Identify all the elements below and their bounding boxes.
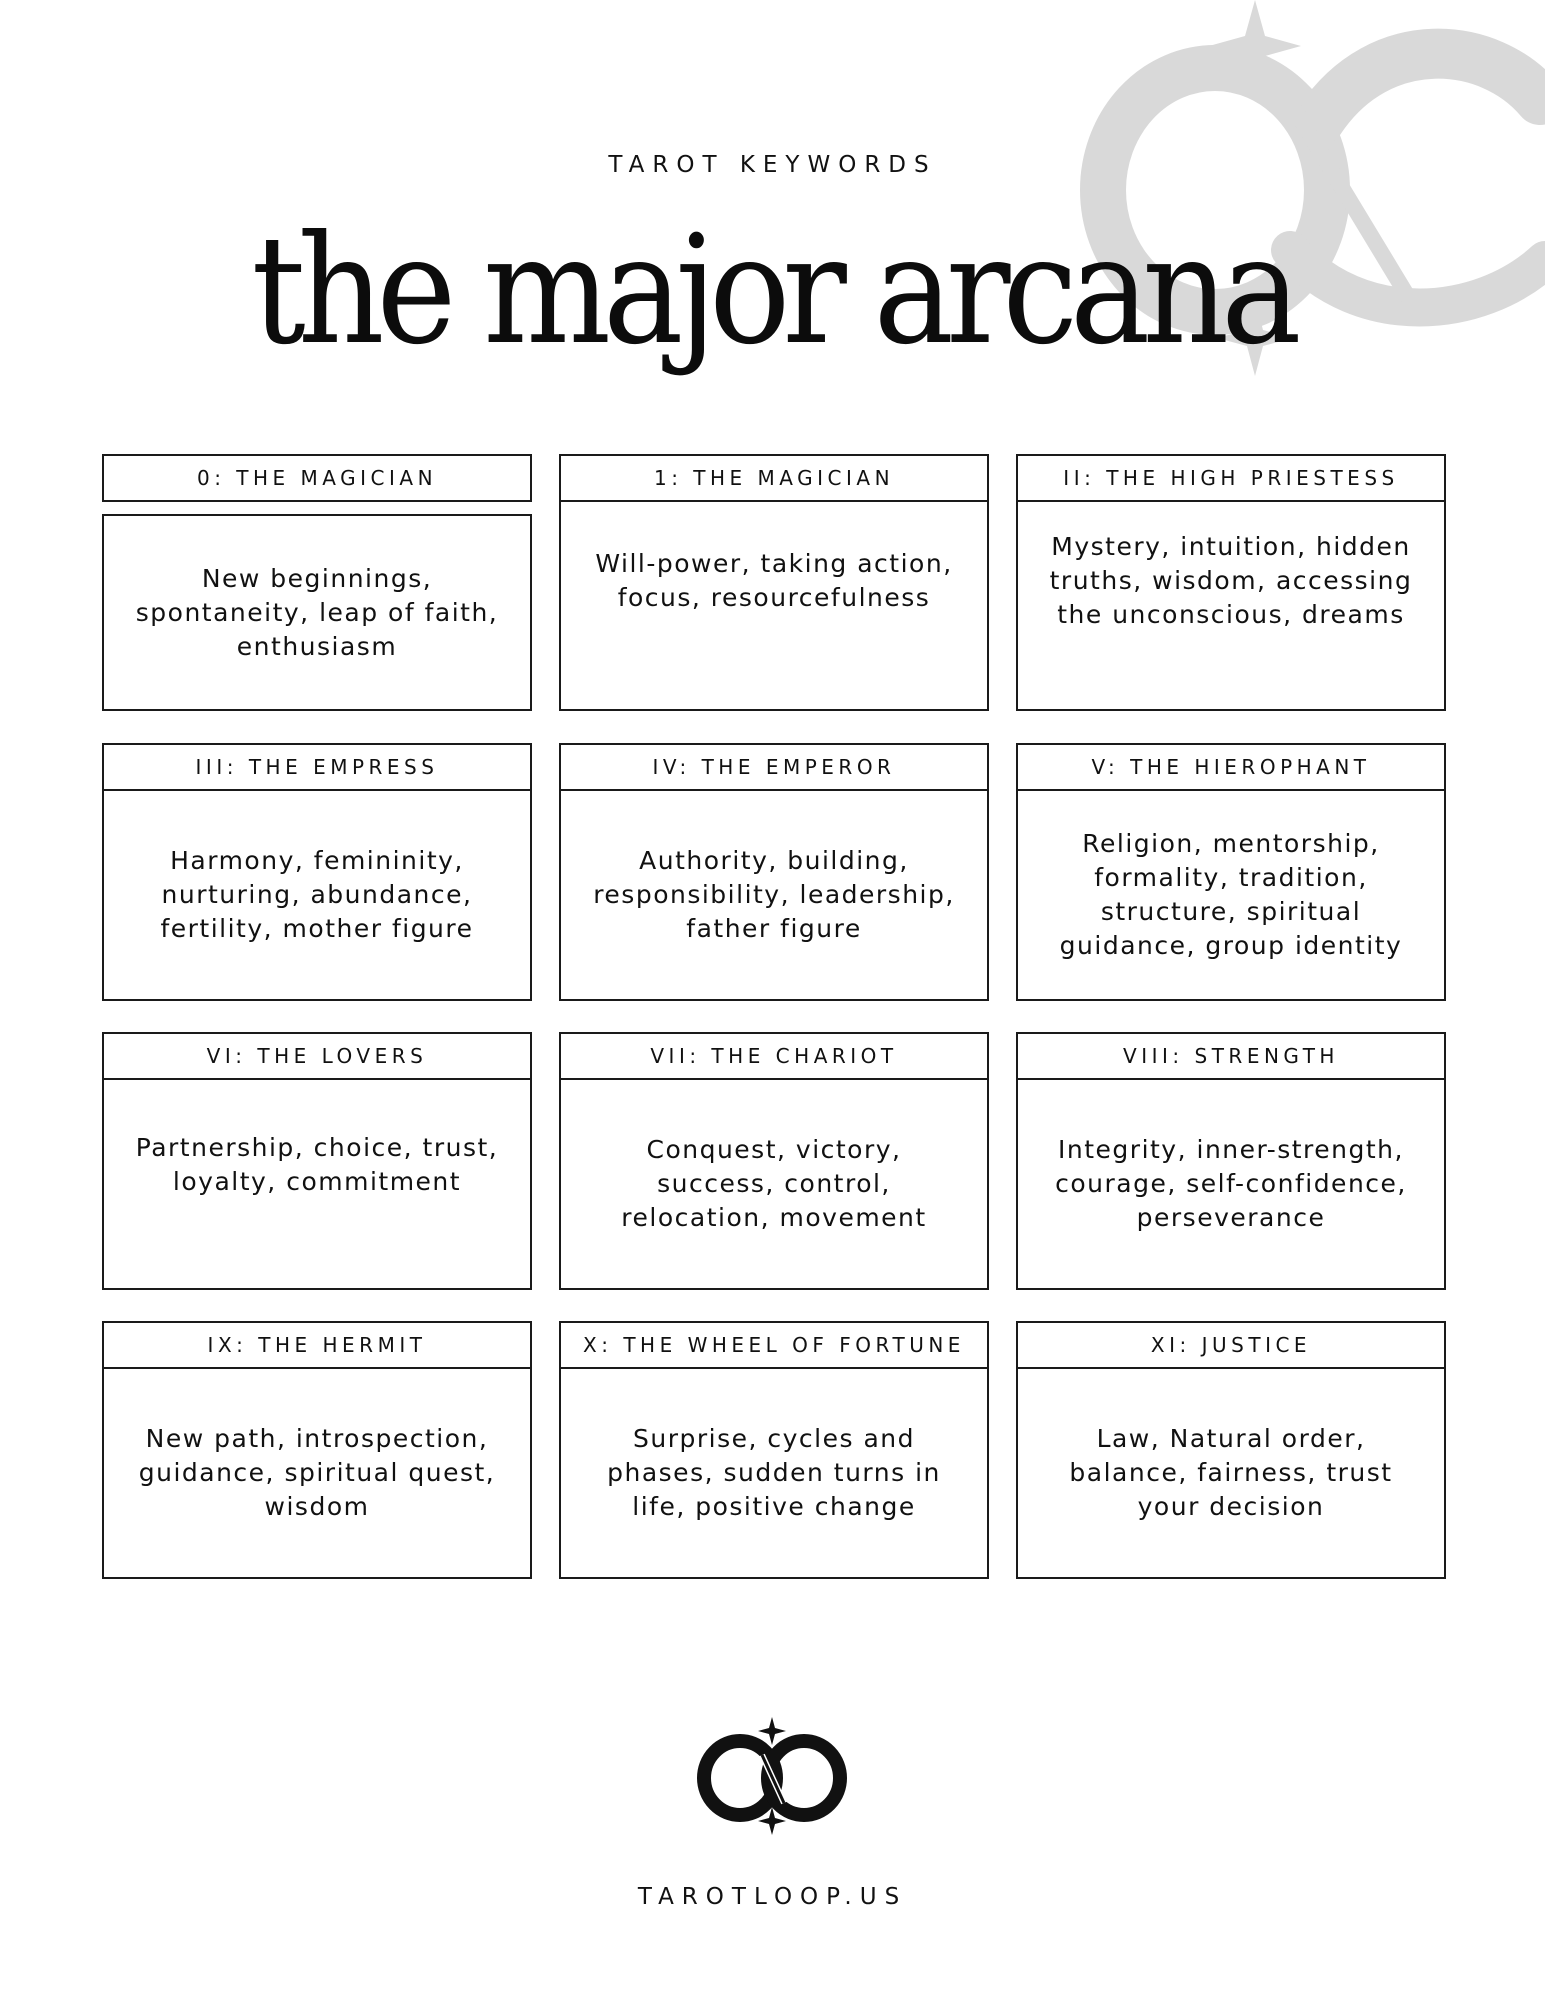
page-title: the major arcana (251, 204, 1294, 378)
card-title: 0: THE MAGICIAN (102, 454, 532, 502)
card-keywords: Surprise, cycles and phases, sudden turns in life, positive change (559, 1367, 989, 1579)
card-keywords: New path, introspection, guidance, spiritual quest, wisdom (102, 1367, 532, 1579)
card-keywords: Law, Natural order, balance, fairness, trust your decision (1016, 1367, 1446, 1579)
card-title: III: THE EMPRESS (102, 743, 532, 791)
card-keywords: Partnership, choice, trust, loyalty, commitment (102, 1078, 532, 1290)
infinity-logo-icon (692, 1715, 852, 1835)
card-keywords: Harmony, femininity, nurturing, abundance, fertility, mother figure (102, 789, 532, 1001)
card-title: X: THE WHEEL OF FORTUNE (559, 1321, 989, 1369)
website-link[interactable]: TAROTLOOP.US (637, 1884, 908, 1910)
card-keywords: Integrity, inner-strength, courage, self-confidence, perseverance (1016, 1078, 1446, 1290)
card-title: VI: THE LOVERS (102, 1032, 532, 1080)
card-title: VII: THE CHARIOT (559, 1032, 989, 1080)
page-subtitle: TAROT KEYWORDS (608, 152, 937, 178)
card-title: IV: THE EMPEROR (559, 743, 989, 791)
card-keywords: Religion, mentorship, formality, tradition, structure, spiritual guidance, group identity (1016, 789, 1446, 1001)
card-keywords: New beginnings, spontaneity, leap of faith, enthusiasm (102, 514, 532, 711)
card-keywords: Authority, building, responsibility, leadership, father figure (559, 789, 989, 1001)
card-title: VIII: STRENGTH (1016, 1032, 1446, 1080)
card-title: XI: JUSTICE (1016, 1321, 1446, 1369)
card-title: 1: THE MAGICIAN (559, 454, 989, 502)
card-title: IX: THE HERMIT (102, 1321, 532, 1369)
card-keywords: Mystery, intuition, hidden truths, wisdom, accessing the unconscious, dreams (1016, 500, 1446, 711)
card-keywords: Will-power, taking action, focus, resourcefulness (559, 500, 989, 711)
card-keywords: Conquest, victory, success, control, relocation, movement (559, 1078, 989, 1290)
card-title: II: THE HIGH PRIESTESS (1016, 454, 1446, 502)
card-title: V: THE HIEROPHANT (1016, 743, 1446, 791)
